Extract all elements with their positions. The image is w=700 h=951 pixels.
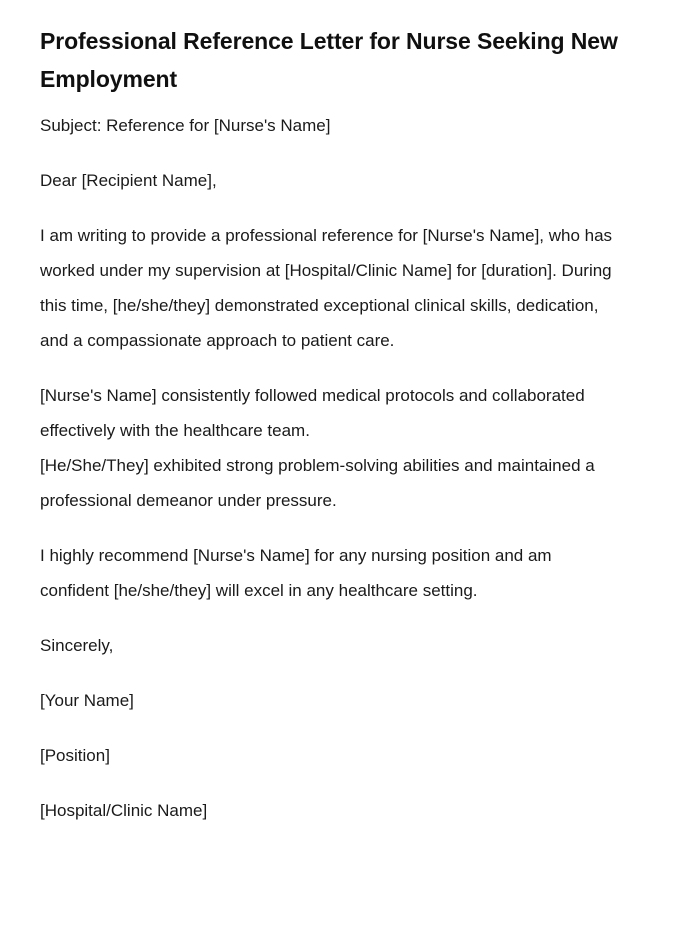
body-paragraph-3: I highly recommend [Nurse's Name] for any nursing position and am confident [he/she/they] will excel in any healthcare setting. [40,546,552,600]
body-paragraph-2-line-2: [He/She/They] exhibited strong problem-solving abilities and maintained a professional demeanor under pressure. [40,456,595,510]
body-paragraph-2-line-1: [Nurse's Name] consistently followed medical protocols and collaborated effectively with the healthcare team. [40,386,585,440]
closing: Sincerely, [40,636,114,655]
body-paragraph-1: I am writing to provide a professional reference for [Nurse's Name], who has worked under my supervision at [Hospital/Clinic Name] for [duration]. During this time, [he/she/they] demonstrated exceptional clinical skills, dedication, and a compassionate approach to patient care. [40,226,613,350]
signature-name: [Your Name] [40,691,134,710]
signature-position: [Position] [40,746,110,765]
salutation: Dear [Recipient Name], [40,171,217,190]
signature-organization: [Hospital/Clinic Name] [40,801,208,820]
subject-line: Subject: Reference for [Nurse's Name] [40,116,331,135]
page-title: Professional Reference Letter for Nurse Seeking New Employment [40,28,618,92]
body-paragraph-2 [40,378,623,518]
